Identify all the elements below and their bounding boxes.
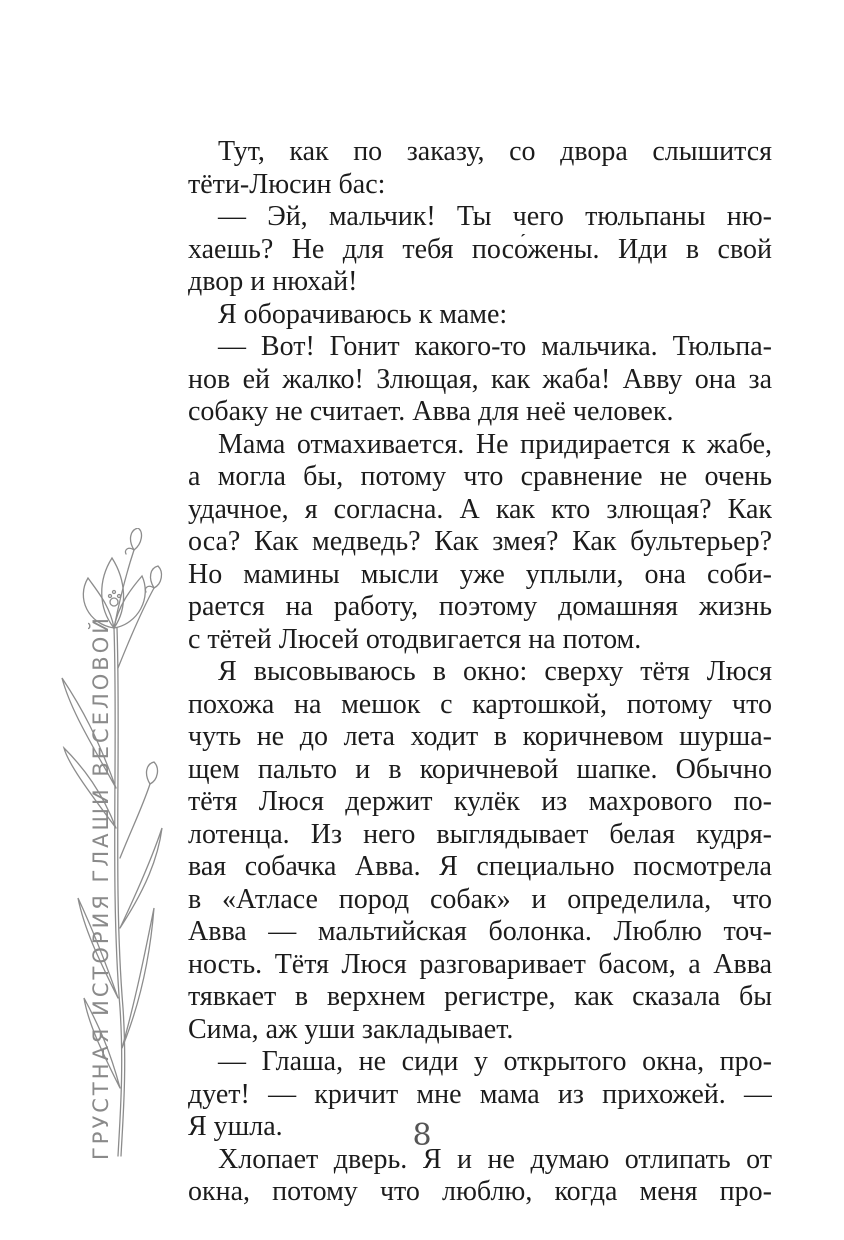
- page-number: 8: [412, 1118, 432, 1153]
- text-line: Мама отмахивается. Не придирается к жабе,: [218, 428, 772, 460]
- text-line: — Вот! Гонит какого-то мальчика. Тюльпа-: [218, 331, 772, 362]
- text-line: Я ушла.: [188, 1111, 283, 1142]
- text-line: чуть не до лета ходит в коричневом шурша-: [188, 721, 772, 752]
- text-line: тётя Люся держит кулёк из махрового по-: [188, 786, 772, 817]
- text-line: Тут, как по заказу, со двора слышится: [218, 136, 772, 167]
- text-line: удачное, я согласна. А как кто злющая? Как: [188, 493, 772, 525]
- text-line: Но мамины мысли уже уплыли, она соби-: [188, 558, 772, 590]
- text-line: в «Атласе пород собак» и определила, что: [188, 883, 772, 915]
- text-line: а могла бы, потому что сравнение не очень: [188, 461, 772, 492]
- text-line: лотенца. Из него выглядывает белая кудря-: [188, 818, 772, 850]
- text-line: вая собачка Авва. Я специально посмотрела: [188, 851, 772, 882]
- text-line: — Глаша, не сиди у открытого окна, про-: [218, 1046, 772, 1077]
- text-line: Я высовываюсь в окно: сверху тётя Люся: [218, 656, 772, 687]
- text-line: тёти-Люсин бас:: [188, 168, 386, 200]
- text-line: собаку не считает. Авва для неё человек.: [188, 396, 674, 427]
- text-line: тявкает в верхнем регистре, как сказала бы: [188, 981, 772, 1012]
- text-line: с тётей Люсей отодвигается на потом.: [188, 623, 642, 655]
- text-line: похожа на мешок с картошкой, потому что: [188, 688, 772, 720]
- body-text: [188, 136, 772, 1209]
- text-line: окна, потому что люблю, когда меня про-: [188, 1176, 772, 1207]
- text-line: щем пальто и в коричневой шапке. Обычно: [188, 753, 772, 785]
- text-line: оса? Как медведь? Как змея? Как бультерьер?: [188, 526, 772, 557]
- text-line: двор и нюхай!: [188, 266, 358, 297]
- text-line: рается на работу, поэтому домашняя жизнь: [188, 591, 772, 622]
- text-line: — Эй, мальчик! Ты чего тюльпаны ню-: [218, 201, 772, 232]
- text-line: нов ей жалко! Злющая, как жаба! Авву она за: [188, 363, 772, 395]
- text-line: Сима, аж уши закладывает.: [188, 1013, 514, 1045]
- text-line: ность. Тётя Люся разговаривает басом, а Авва: [188, 948, 772, 980]
- running-title: ГРУСТНАЯ ИСТОРИЯ ГЛАШИ ВЕСЕЛОВОЙ: [89, 615, 113, 1160]
- text-line: Авва — мальтийская болонка. Люблю точ-: [188, 916, 772, 947]
- text-line: дует! — кричит мне мама из прихожей. —: [188, 1078, 772, 1110]
- text-line: Я оборачиваюсь к маме:: [218, 298, 508, 330]
- text-line: Хлопает дверь. Я и не думаю отлипать от: [218, 1143, 772, 1175]
- text-line: хаешь? Не для тебя посо́жены. Иди в свой: [188, 233, 772, 265]
